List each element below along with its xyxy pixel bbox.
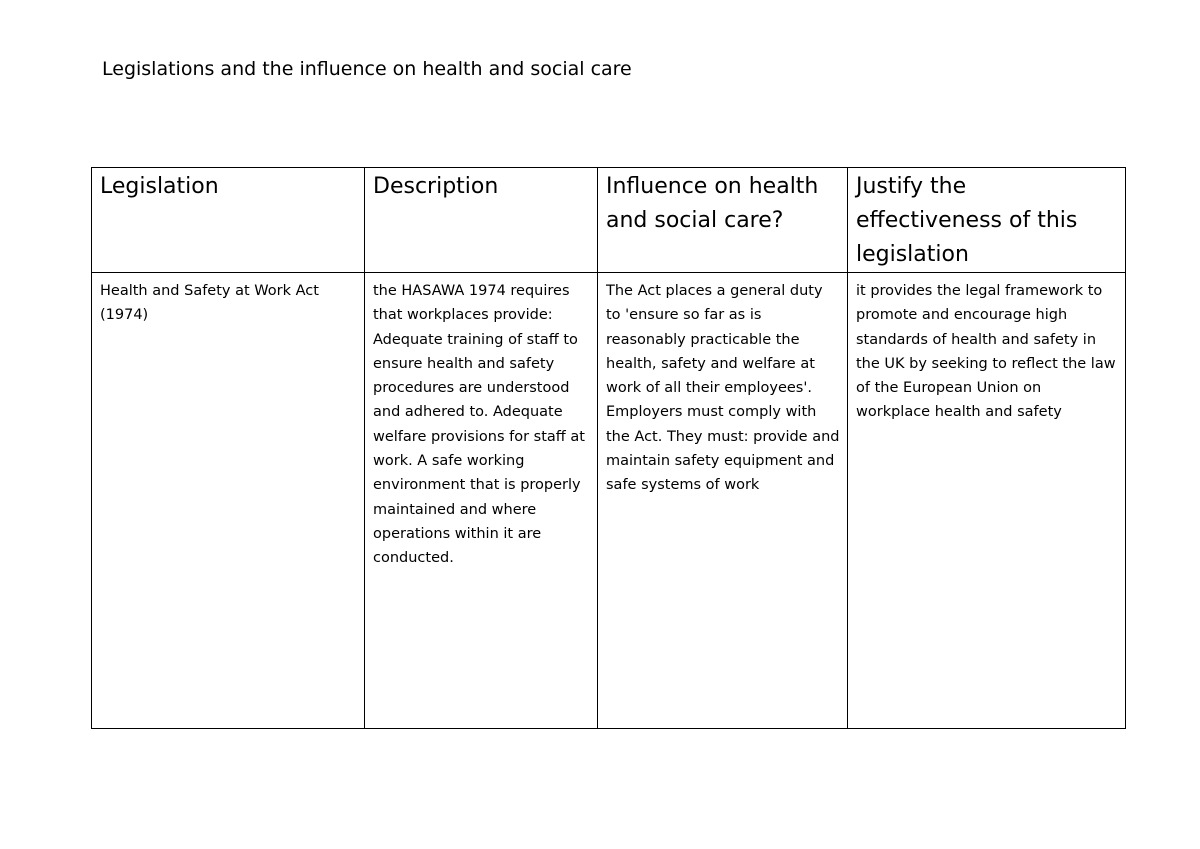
- header-legislation: Legislation: [92, 168, 365, 273]
- cell-justification: it provides the legal framework to promote and encourage high standards of health and safety in the UK by seeking to reflect the law of the European Union on workplace health and safety: [848, 273, 1126, 729]
- cell-influence: The Act places a general duty to 'ensure so far as is reasonably practicable the health, safety and welfare at work of all their employees'. Employers must comply with the Act. They must: provide and maintain safety equipment and safe systems of work: [598, 273, 848, 729]
- header-influence: Influence on health and social care?: [598, 168, 848, 273]
- header-justification: Justify the effectiveness of this legislation: [848, 168, 1126, 273]
- cell-legislation: Health and Safety at Work Act (1974): [92, 273, 365, 729]
- table-header-row: [92, 168, 1126, 273]
- cell-description: the HASAWA 1974 requires that workplaces provide: Adequate training of staff to ensure health and safety procedures are understood and adhered to. Adequate welfare provisions for staff at work. A safe working environment that is properly maintained and where operations within it are conducted.: [365, 273, 598, 729]
- document-title: Legislations and the influence on health and social care: [102, 58, 632, 80]
- legislation-table: [91, 167, 1126, 729]
- table-row: [92, 273, 1126, 729]
- header-description: Description: [365, 168, 598, 273]
